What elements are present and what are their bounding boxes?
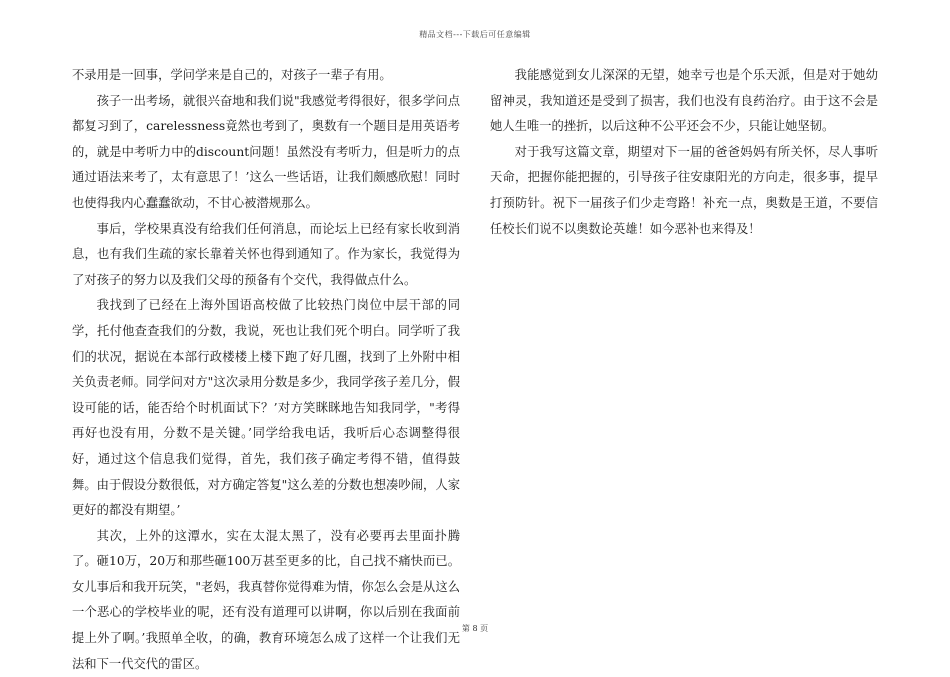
paragraph: 孩子一出考场，就很兴奋地和我们说"我感觉考得很好，很多学问点都复习到了，carelessness竟然也考到了，奥数有一个题目是用英语考的，就是中考听力中的discount问题！虽然没有考听力，但是听力的点通过语法来考了，太有意思了！’这么一些话语，让我们颇感欣慰！同时也使得我内心蠢蠢欲动，不甘心被潜规那么。 (72, 93, 460, 210)
paragraph: 我能感觉到女儿深深的无望，她幸亏也是个乐天派，但是对于她幼留神灵，我知道还是受到了损害，我们也没有良药治疗。由于这不会是她人生唯一的挫折，以后这种不公平还会不少，只能让她坚韧。 (490, 68, 878, 134)
paragraph: 其次，上外的这潭水，实在太混太黑了，没有必要再去里面扑腾了。砸10万，20万和那些砸100万甚至更多的比，自己找不痛快而已。女儿事后和我开玩笑，"老妈，我真替你觉得难为情，你怎么会是从这么一个恶心的学校毕业的呢，还有没有道理可以讲啊，你以后别在我面前提上外了啊。’我照单全收，的确，教育环境怎么成了这样一个让我们无法和下一代交代的雷区。 (72, 528, 460, 671)
paragraph: 对于我写这篇文章，期望对下一届的爸爸妈妈有所关怀，尽人事听天命，把握你能把握的，引导孩子往安康阳光的方向走，很多事，提早打预防针。祝下一届孩子们少走弯路！补充一点，奥数是王道，不要信任校长们说不以奥数论英雄！如今恶补也来得及！ (490, 144, 878, 236)
left-column (72, 63, 460, 677)
paragraph: 事后，学校果真没有给我们任何消息，而论坛上已经有家长收到消息，也有我们生疏的家长靠着关怀也得到通知了。作为家长，我觉得为了对孩子的努力以及我们父母的预备有个交代，我得做点什么。 (72, 221, 460, 287)
page-number: 第 8 页 (461, 624, 489, 633)
right-column (490, 63, 878, 242)
paragraph: 我找到了已经在上海外国语高校做了比较热门岗位中层干部的同学，托付他查查我们的分数，我说，死也让我们死个明白。同学听了我们的状况，据说在本部行政楼楼上楼下跑了好几圈，找到了上外附中相关负责老师。同学问对方"这次录用分数是多少，我同学孩子差几分，假设可能的话，能否给个时机面试下？’对方笑眯眯地告知我同学，"考得再好也没有用，分数不是关键。’同学给我电话，我听后心态调整得很好，通过这个信息我们觉得，首先，我们孩子确定考得不错，值得鼓舞。由于假设分数很低，对方确定答复"这么差的分数也想凑吵闹，人家更好的都没有期望。’ (72, 298, 460, 518)
page-header: 精品文档---下载后可任意编辑 (419, 30, 531, 39)
paragraph: 不录用是一回事，学问学来是自己的，对孩子一辈子有用。 (72, 68, 392, 82)
